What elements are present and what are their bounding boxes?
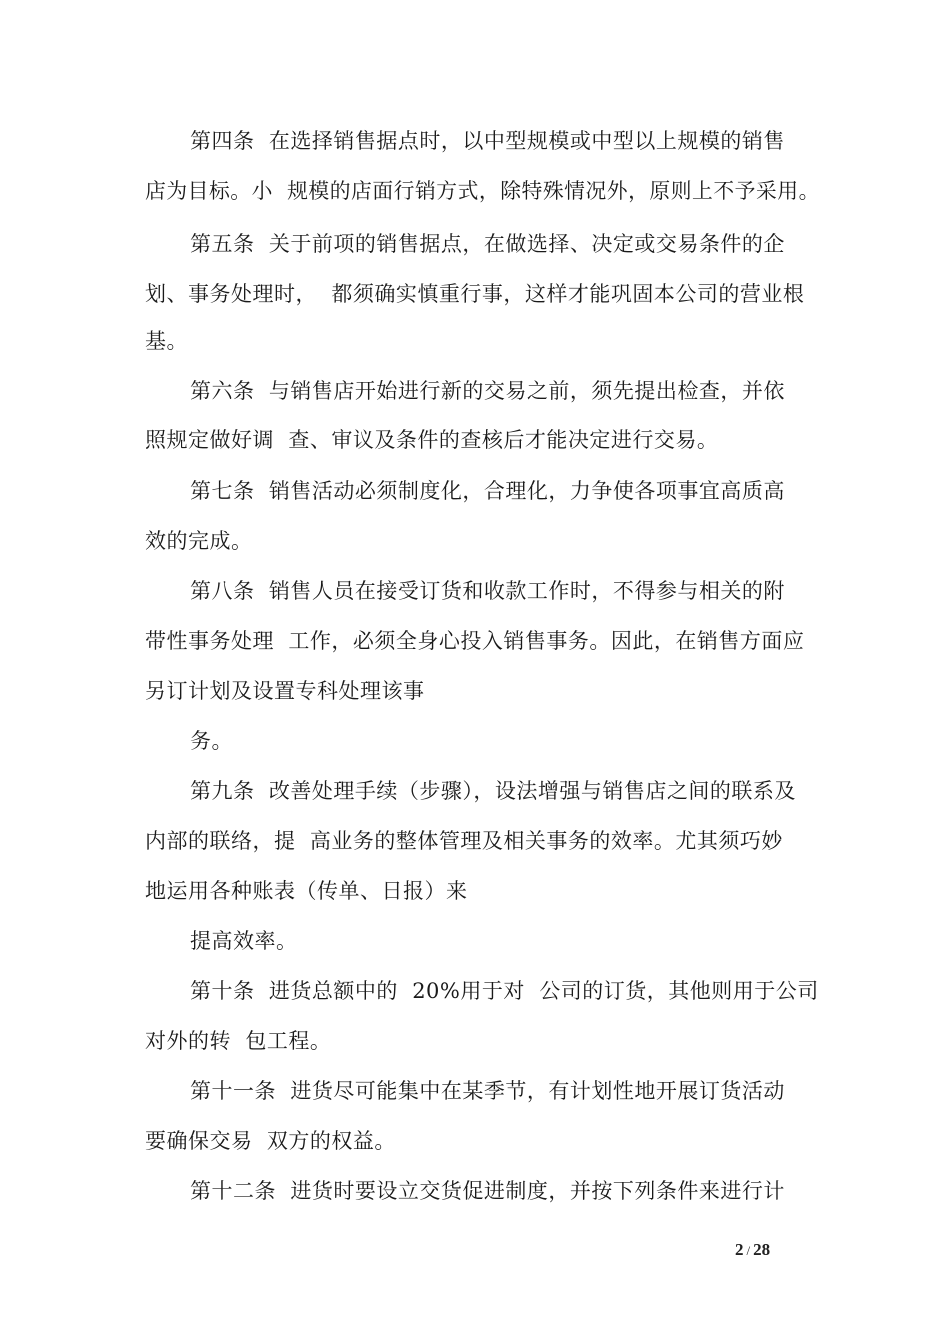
page-number (735, 1240, 770, 1260)
text-line: 照规定做好调 查、审议及条件的查核后才能决定进行交易。 (145, 428, 719, 452)
text-line: 店为目标。小 规模的店面行销方式，除特殊情况外，原则上不予采用。 (145, 179, 820, 203)
text-line: 划、事务处理时， 都须确实慎重行事，这样才能巩固本公司的营业根 (145, 282, 805, 306)
text-line: 地运用各种账表（传单、日报）来 (145, 879, 468, 903)
text-line: 提高效率。 (190, 929, 298, 953)
text-line: 第六条 与销售店开始进行新的交易之前，须先提出检查，并依 (190, 379, 785, 403)
text-line: 另订计划及设置专科处理该事 (145, 679, 425, 703)
text-line: 效的完成。 (145, 529, 253, 553)
text-line: 第七条 销售活动必须制度化，合理化，力争使各项事宜高质高 (190, 479, 785, 503)
total-pages-number: 28 (753, 1240, 771, 1259)
text-line: 对外的转 包工程。 (145, 1029, 332, 1053)
text-line: 第四条 在选择销售据点时，以中型规模或中型以上规模的销售 (190, 129, 785, 153)
text-line: 第五条 关于前项的销售据点，在做选择、决定或交易条件的企 (190, 232, 785, 256)
text-line: 第八条 销售人员在接受订货和收款工作时，不得参与相关的附 (190, 579, 785, 603)
text-line: 第十一条 进货尽可能集中在某季节，有计划性地开展订货活动 (190, 1079, 785, 1103)
page-separator: / (746, 1243, 751, 1258)
text-line: 要确保交易 双方的权益。 (145, 1129, 396, 1153)
text-line: 第十二条 进货时要设立交货促进制度，并按下列条件来进行计 (190, 1179, 785, 1203)
text-line: 带性事务处理 工作，必须全身心投入销售事务。因此，在销售方面应 (145, 629, 805, 653)
current-page-number: 2 (735, 1240, 744, 1259)
text-line: 基。 (145, 329, 188, 353)
text-line: 第九条 改善处理手续（步骤），设法增强与销售店之间的联系及 (190, 779, 796, 803)
text-line: 内部的联络，提 高业务的整体管理及相关事务的效率。尤其须巧妙 (145, 829, 783, 853)
text-line: 务。 (190, 729, 233, 753)
text-line: 第十条 进货总额中的 20%用于对 公司的订货，其他则用于公司 (190, 979, 819, 1003)
